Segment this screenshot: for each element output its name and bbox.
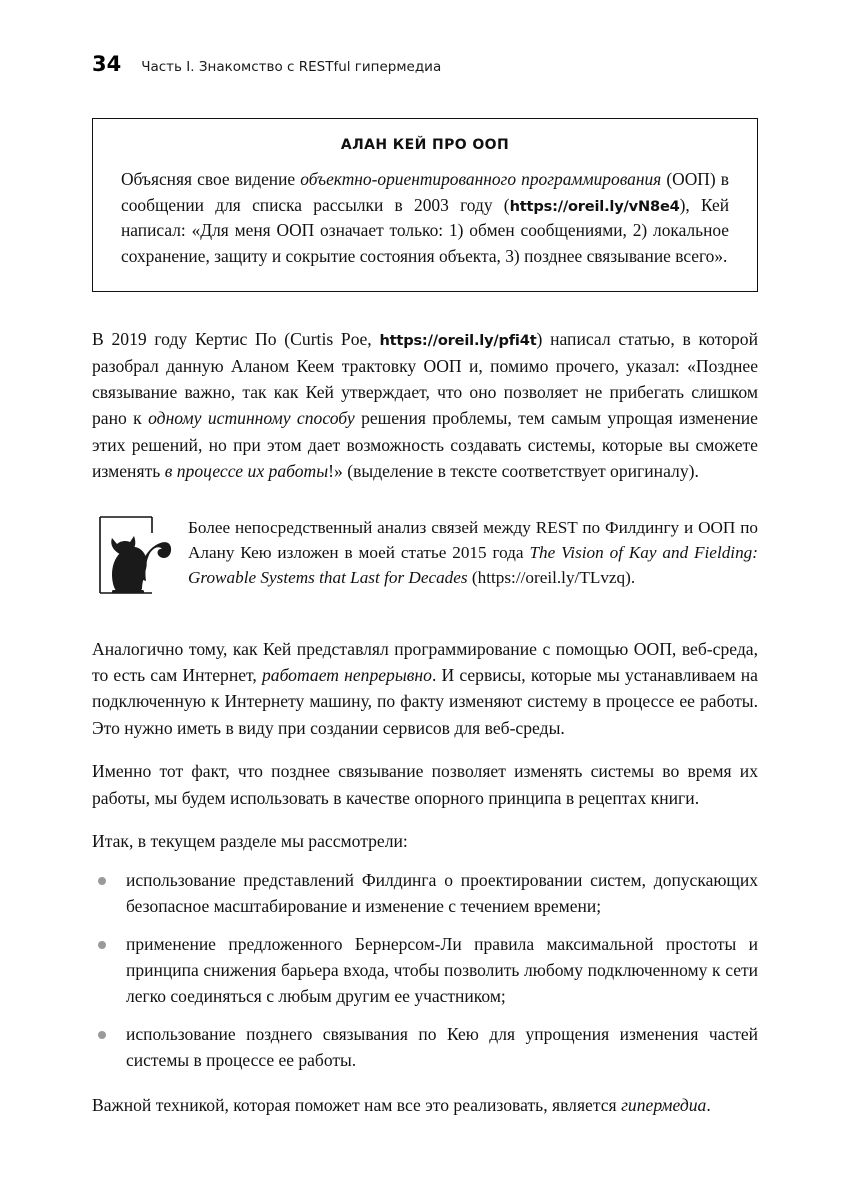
analog-t2: . И сервисы, которые мы устанавливаем на подключенную к Интернету машину, по факту изменяют систему в процессе ее работы. Это нужно иметь в виду при создании сервисов для веб-среды. — [92, 665, 758, 738]
curtis-t3: решения проблемы, тем самым упрощая изменение этих решений, но при этом дает возможность создавать системы, которые вы сможете изменять — [92, 408, 758, 482]
sidebar-box-body — [121, 167, 729, 269]
sidebar-italic-1: объектно-ориентированного программирования — [300, 169, 662, 189]
note-t2: (https://oreil.ly/TLvzq). — [467, 567, 636, 587]
curtis-i2: в процессе их работы — [164, 461, 329, 482]
curtis-t4: !» (выделение в тексте соответствует оригиналу). — [328, 461, 699, 482]
sidebar-text-3: ), Кей написал: «Для меня ООП означает только: 1) обмен сообщениями, 2) локальное сохранение, защиту и сокрытие состояния объекта, 3) позднее связывание всего». — [121, 194, 730, 266]
list-item — [92, 868, 758, 920]
analog-i1: работает непрерывно — [261, 665, 432, 686]
list-intro: Итак, в текущем разделе мы рассмотрели: — [92, 831, 408, 851]
list-item-text: применение предложенного Бернерсом-Ли правила максимальной простоты и принципа снижения барьера входа, чтобы позволить любому подключенному к сети легко соединяться с любым другим ее участником; — [126, 934, 758, 1006]
bullet-dot-icon — [98, 941, 106, 949]
bullet-dot-icon — [98, 877, 106, 885]
paragraph-late-binding-fact: Именно тот факт, что позднее связывание позволяет изменять системы во время их работы, мы будем использовать в качестве опорного принципа в рецептах книги. — [92, 761, 758, 808]
closing-t2: . — [706, 1094, 711, 1115]
paragraph-closing — [92, 1092, 758, 1118]
sidebar-text-1: Объясняя свое видение — [121, 169, 301, 189]
bullet-dot-icon — [98, 1031, 106, 1039]
list-item-text: использование позднего связывания по Кею для упрощения изменения частей системы в процессе ее работы. — [126, 1023, 758, 1070]
sidebar-link[interactable]: https://oreil.ly/vN8e4 — [509, 197, 680, 215]
closing-t1: Важной техникой, которая поможет нам все это реализовать, является — [92, 1094, 622, 1115]
curtis-t1: В 2019 году Кертис По (Curtis Poe, — [92, 329, 380, 350]
paragraph-analogously — [92, 636, 758, 742]
page-number: 34 — [92, 52, 122, 76]
cat-illustration-icon — [92, 511, 188, 610]
list-item — [92, 932, 758, 1010]
running-head-title: Часть I. Знакомство с RESTful гипермедиа — [141, 59, 442, 75]
running-head — [92, 52, 758, 76]
curtis-t2: ) написал статью, в которой разобрал данную Аланом Кеем трактовку ООП и, помимо прочего, указал: «Позднее связывание важно, так как Кей утверждает, что оно позволяет не прибегать слишком рано к — [92, 329, 758, 429]
curtis-i1: одному истинному способу — [148, 408, 355, 429]
note-t1: Более непосредственный анализ связей между REST по Филдингу и ООП по Алану Кею изложен в моей статье 2015 года — [188, 517, 758, 562]
list-item — [92, 1022, 758, 1074]
sidebar-box-title: АЛАН КЕЙ ПРО ООП — [340, 137, 510, 153]
note-block — [92, 511, 758, 610]
summary-bullet-list — [92, 868, 758, 1073]
page-content — [92, 52, 758, 1135]
list-item-text: использование представлений Филдинга о проектировании систем, допускающих безопасное масштабирование и изменение с течением времени; — [126, 870, 758, 917]
paragraph-curtis-poe — [92, 326, 758, 484]
closing-i1: гипермедиа — [621, 1094, 707, 1115]
sidebar-box — [92, 118, 758, 292]
note-i1: The Vision of Kay and Fielding: Growable Systems that Last for Decades — [188, 542, 758, 587]
sidebar-text-2: (ООП) в сообщении для списка рассылки в 2003 году ( — [121, 169, 729, 215]
analog-t1: Аналогично тому, как Кей представлял программирование с помощью ООП, веб-среда, то есть сам Интернет, — [92, 638, 758, 686]
note-text — [188, 511, 758, 590]
curtis-link[interactable]: https://oreil.ly/pfi4t — [379, 332, 537, 350]
